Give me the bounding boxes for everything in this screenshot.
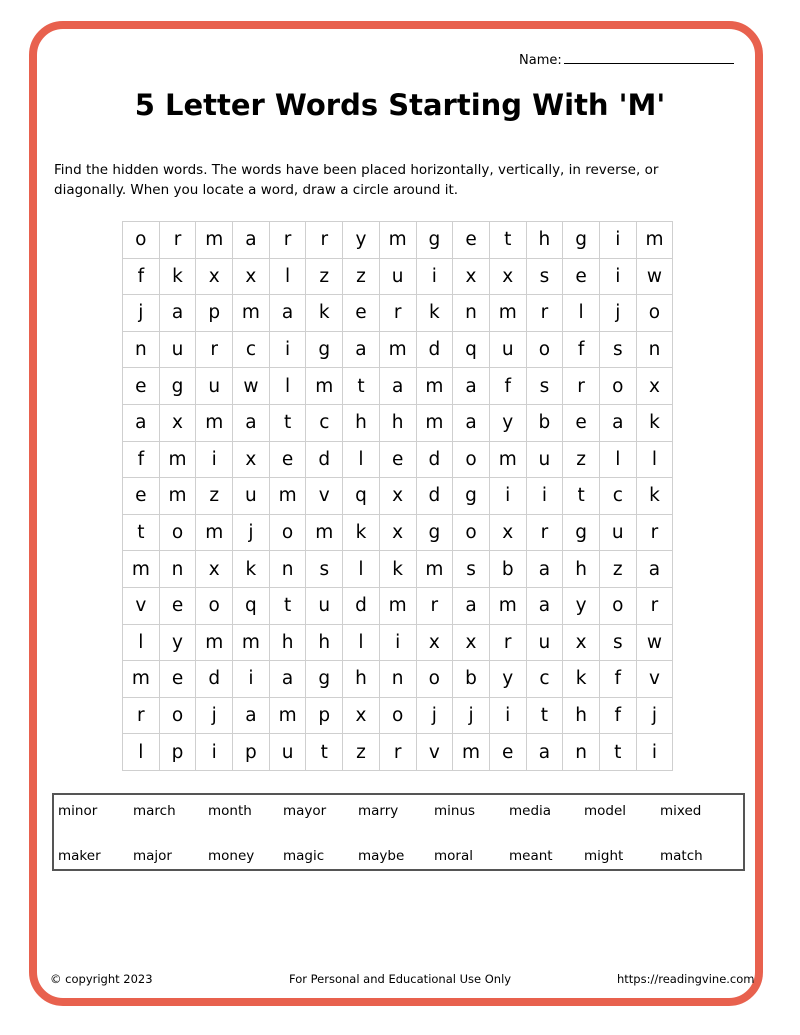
grid-cell: x bbox=[159, 404, 196, 441]
grid-row bbox=[123, 514, 673, 551]
grid-cell: e bbox=[379, 441, 416, 478]
grid-cell: a bbox=[636, 551, 673, 588]
grid-cell: f bbox=[489, 368, 526, 405]
grid-cell: u bbox=[306, 587, 343, 624]
grid-row bbox=[123, 441, 673, 478]
grid-cell: e bbox=[453, 222, 490, 259]
grid-cell: w bbox=[636, 624, 673, 661]
grid-cell: h bbox=[379, 404, 416, 441]
grid-cell: a bbox=[379, 368, 416, 405]
grid-cell: w bbox=[636, 258, 673, 295]
grid-cell: j bbox=[599, 295, 636, 332]
grid-cell: f bbox=[563, 331, 600, 368]
grid-cell: p bbox=[306, 697, 343, 734]
grid-cell: x bbox=[343, 697, 380, 734]
grid-cell: m bbox=[269, 697, 306, 734]
grid-cell: r bbox=[416, 587, 453, 624]
grid-cell: x bbox=[196, 258, 233, 295]
instructions: Find the hidden words. The words have been placed horizontally, vertically, in reverse, or diagonally. When you locate a word, draw a circle around it. bbox=[54, 162, 659, 198]
grid-cell: m bbox=[123, 551, 160, 588]
grid-cell: o bbox=[123, 222, 160, 259]
grid-cell: k bbox=[306, 295, 343, 332]
word-search-grid bbox=[122, 221, 673, 771]
grid-cell: i bbox=[636, 734, 673, 771]
grid-cell: q bbox=[453, 331, 490, 368]
grid-cell: y bbox=[563, 587, 600, 624]
grid-cell: c bbox=[306, 404, 343, 441]
grid-cell: d bbox=[416, 478, 453, 515]
grid-cell: m bbox=[636, 222, 673, 259]
grid-cell: o bbox=[636, 295, 673, 332]
grid-cell: v bbox=[123, 587, 160, 624]
grid-cell: j bbox=[453, 697, 490, 734]
grid-cell: c bbox=[599, 478, 636, 515]
grid-cell: g bbox=[416, 514, 453, 551]
grid-cell: i bbox=[489, 478, 526, 515]
grid-cell: o bbox=[453, 441, 490, 478]
grid-cell: t bbox=[343, 368, 380, 405]
name-field bbox=[519, 51, 734, 68]
grid-cell: p bbox=[196, 295, 233, 332]
grid-cell: n bbox=[563, 734, 600, 771]
grid-cell: k bbox=[563, 661, 600, 698]
grid-cell: a bbox=[453, 587, 490, 624]
word-list-item: maybe bbox=[358, 848, 405, 864]
grid-cell: j bbox=[196, 697, 233, 734]
grid-cell: t bbox=[489, 222, 526, 259]
grid-cell: j bbox=[123, 295, 160, 332]
grid-cell: z bbox=[343, 734, 380, 771]
grid-cell: l bbox=[599, 441, 636, 478]
footer-url: https://readingvine.com bbox=[617, 972, 755, 986]
grid-cell: x bbox=[563, 624, 600, 661]
grid-cell: a bbox=[453, 368, 490, 405]
grid-cell: e bbox=[159, 587, 196, 624]
grid-cell: u bbox=[233, 478, 270, 515]
grid-cell: x bbox=[489, 514, 526, 551]
grid-cell: m bbox=[123, 661, 160, 698]
grid-cell: a bbox=[123, 404, 160, 441]
grid-cell: m bbox=[159, 478, 196, 515]
grid-cell: y bbox=[159, 624, 196, 661]
grid-cell: h bbox=[526, 222, 563, 259]
word-list-item: marry bbox=[358, 803, 399, 819]
grid-cell: n bbox=[379, 661, 416, 698]
grid-cell: r bbox=[159, 222, 196, 259]
grid-cell: r bbox=[379, 734, 416, 771]
grid-cell: v bbox=[636, 661, 673, 698]
word-list-item: month bbox=[208, 803, 252, 819]
grid-cell: i bbox=[416, 258, 453, 295]
grid-cell: k bbox=[416, 295, 453, 332]
grid-cell: a bbox=[343, 331, 380, 368]
grid-cell: k bbox=[343, 514, 380, 551]
grid-cell: x bbox=[489, 258, 526, 295]
grid-cell: a bbox=[159, 295, 196, 332]
grid-cell: t bbox=[306, 734, 343, 771]
grid-cell: q bbox=[343, 478, 380, 515]
word-list-item: moral bbox=[434, 848, 473, 864]
grid-cell: u bbox=[526, 624, 563, 661]
grid-cell: m bbox=[379, 331, 416, 368]
grid-cell: m bbox=[159, 441, 196, 478]
grid-row bbox=[123, 258, 673, 295]
grid-cell: i bbox=[269, 331, 306, 368]
grid-cell: y bbox=[489, 661, 526, 698]
grid-cell: u bbox=[526, 441, 563, 478]
grid-cell: n bbox=[636, 331, 673, 368]
word-list-item: magic bbox=[283, 848, 325, 864]
grid-cell: m bbox=[306, 368, 343, 405]
name-blank-line bbox=[564, 51, 734, 64]
grid-cell: i bbox=[599, 258, 636, 295]
grid-cell: d bbox=[416, 331, 453, 368]
grid-cell: o bbox=[159, 697, 196, 734]
grid-cell: k bbox=[233, 551, 270, 588]
word-list-item: might bbox=[584, 848, 624, 864]
grid-cell: n bbox=[453, 295, 490, 332]
grid-cell: k bbox=[379, 551, 416, 588]
grid-cell: u bbox=[379, 258, 416, 295]
grid-cell: d bbox=[343, 587, 380, 624]
grid-cell: x bbox=[233, 258, 270, 295]
grid-cell: z bbox=[599, 551, 636, 588]
grid-cell: o bbox=[269, 514, 306, 551]
grid-cell: c bbox=[233, 331, 270, 368]
grid-cell: f bbox=[123, 441, 160, 478]
grid-cell: y bbox=[343, 222, 380, 259]
grid-cell: l bbox=[123, 624, 160, 661]
grid-cell: x bbox=[379, 514, 416, 551]
grid-cell: s bbox=[526, 258, 563, 295]
grid-cell: m bbox=[489, 441, 526, 478]
grid-cell: s bbox=[599, 331, 636, 368]
grid-cell: m bbox=[379, 222, 416, 259]
grid-cell: g bbox=[563, 222, 600, 259]
grid-cell: h bbox=[563, 697, 600, 734]
name-label: Name: bbox=[519, 53, 562, 68]
grid-cell: r bbox=[379, 295, 416, 332]
grid-cell: t bbox=[563, 478, 600, 515]
grid-cell: m bbox=[489, 587, 526, 624]
grid-cell: x bbox=[233, 441, 270, 478]
grid-cell: h bbox=[343, 661, 380, 698]
grid-cell: u bbox=[159, 331, 196, 368]
grid-cell: q bbox=[233, 587, 270, 624]
grid-cell: g bbox=[416, 222, 453, 259]
grid-cell: r bbox=[526, 295, 563, 332]
grid-cell: u bbox=[196, 368, 233, 405]
grid-cell: x bbox=[196, 551, 233, 588]
grid-cell: i bbox=[599, 222, 636, 259]
grid-cell: z bbox=[343, 258, 380, 295]
grid-cell: b bbox=[453, 661, 490, 698]
grid-cell: n bbox=[269, 551, 306, 588]
word-list-item: mayor bbox=[283, 803, 327, 819]
grid-cell: o bbox=[599, 587, 636, 624]
grid-cell: a bbox=[526, 587, 563, 624]
grid-cell: l bbox=[269, 258, 306, 295]
page-title: 5 Letter Words Starting With 'M' bbox=[134, 88, 666, 122]
grid-row bbox=[123, 295, 673, 332]
grid-row bbox=[123, 404, 673, 441]
grid-cell: g bbox=[306, 661, 343, 698]
grid-cell: m bbox=[453, 734, 490, 771]
grid-cell: o bbox=[599, 368, 636, 405]
word-list-item: minor bbox=[58, 803, 98, 819]
grid-cell: l bbox=[343, 551, 380, 588]
grid-cell: e bbox=[563, 258, 600, 295]
grid-row bbox=[123, 587, 673, 624]
grid-cell: d bbox=[306, 441, 343, 478]
grid-cell: z bbox=[196, 478, 233, 515]
word-list-item: march bbox=[133, 803, 176, 819]
grid-cell: g bbox=[306, 331, 343, 368]
grid-cell: l bbox=[343, 624, 380, 661]
word-list-item: match bbox=[660, 848, 703, 864]
grid-cell: r bbox=[636, 587, 673, 624]
grid-cell: a bbox=[269, 661, 306, 698]
grid-cell: r bbox=[123, 697, 160, 734]
grid-cell: b bbox=[489, 551, 526, 588]
grid-cell: i bbox=[526, 478, 563, 515]
grid-cell: v bbox=[416, 734, 453, 771]
grid-cell: l bbox=[636, 441, 673, 478]
grid-cell: f bbox=[599, 661, 636, 698]
grid-cell: i bbox=[196, 441, 233, 478]
grid-cell: h bbox=[343, 404, 380, 441]
grid-cell: j bbox=[416, 697, 453, 734]
grid-cell: r bbox=[269, 222, 306, 259]
word-list-item: major bbox=[133, 848, 172, 864]
grid-cell: g bbox=[453, 478, 490, 515]
grid-cell: t bbox=[269, 404, 306, 441]
grid-cell: e bbox=[159, 661, 196, 698]
grid-cell: u bbox=[489, 331, 526, 368]
grid-cell: e bbox=[123, 478, 160, 515]
word-list-item: minus bbox=[434, 803, 476, 819]
grid-cell: s bbox=[526, 368, 563, 405]
grid-cell: r bbox=[636, 514, 673, 551]
footer-copyright: © copyright 2023 bbox=[50, 972, 153, 986]
grid-cell: o bbox=[526, 331, 563, 368]
grid-cell: d bbox=[196, 661, 233, 698]
grid-cell: m bbox=[306, 514, 343, 551]
grid-cell: u bbox=[269, 734, 306, 771]
grid-cell: x bbox=[453, 624, 490, 661]
grid-cell: e bbox=[563, 404, 600, 441]
grid-cell: r bbox=[526, 514, 563, 551]
grid-cell: o bbox=[379, 697, 416, 734]
grid-cell: t bbox=[123, 514, 160, 551]
grid-cell: c bbox=[526, 661, 563, 698]
grid-cell: m bbox=[196, 514, 233, 551]
grid-cell: x bbox=[453, 258, 490, 295]
grid-cell: m bbox=[379, 587, 416, 624]
grid-cell: g bbox=[563, 514, 600, 551]
grid-cell: s bbox=[599, 624, 636, 661]
grid-cell: l bbox=[563, 295, 600, 332]
grid-cell: w bbox=[233, 368, 270, 405]
word-list-item: money bbox=[208, 848, 255, 864]
grid-cell: k bbox=[636, 404, 673, 441]
grid-cell: f bbox=[599, 697, 636, 734]
grid-cell: x bbox=[416, 624, 453, 661]
grid-row bbox=[123, 222, 673, 259]
grid-cell: m bbox=[196, 222, 233, 259]
grid-cell: o bbox=[196, 587, 233, 624]
grid-cell: i bbox=[379, 624, 416, 661]
grid-row bbox=[123, 697, 673, 734]
grid-cell: z bbox=[306, 258, 343, 295]
grid-cell: b bbox=[526, 404, 563, 441]
grid-cell: m bbox=[233, 295, 270, 332]
grid-cell: r bbox=[563, 368, 600, 405]
grid-cell: p bbox=[159, 734, 196, 771]
grid-cell: h bbox=[563, 551, 600, 588]
grid-cell: s bbox=[306, 551, 343, 588]
grid-cell: n bbox=[123, 331, 160, 368]
grid-cell: x bbox=[379, 478, 416, 515]
word-list-item: model bbox=[584, 803, 627, 819]
grid-cell: m bbox=[196, 404, 233, 441]
grid-cell: g bbox=[159, 368, 196, 405]
grid-cell: h bbox=[269, 624, 306, 661]
grid-cell: a bbox=[453, 404, 490, 441]
grid-cell: a bbox=[233, 697, 270, 734]
grid-row bbox=[123, 734, 673, 771]
grid-cell: a bbox=[269, 295, 306, 332]
grid-cell: m bbox=[233, 624, 270, 661]
grid-row bbox=[123, 661, 673, 698]
grid-cell: m bbox=[196, 624, 233, 661]
grid-cell: x bbox=[636, 368, 673, 405]
grid-cell: e bbox=[489, 734, 526, 771]
grid-cell: i bbox=[489, 697, 526, 734]
grid-row bbox=[123, 478, 673, 515]
grid-cell: j bbox=[636, 697, 673, 734]
grid-cell: k bbox=[159, 258, 196, 295]
word-list-item: mixed bbox=[660, 803, 702, 819]
grid-cell: e bbox=[269, 441, 306, 478]
grid-cell: o bbox=[453, 514, 490, 551]
grid-cell: m bbox=[489, 295, 526, 332]
grid-cell: i bbox=[196, 734, 233, 771]
grid-cell: r bbox=[196, 331, 233, 368]
grid-row bbox=[123, 551, 673, 588]
word-list-item: maker bbox=[58, 848, 101, 864]
grid-cell: e bbox=[343, 295, 380, 332]
grid-cell: l bbox=[269, 368, 306, 405]
grid-cell: e bbox=[123, 368, 160, 405]
grid-cell: f bbox=[123, 258, 160, 295]
word-list-item: meant bbox=[509, 848, 553, 864]
grid-cell: a bbox=[599, 404, 636, 441]
word-list-box bbox=[52, 793, 745, 871]
grid-cell: k bbox=[636, 478, 673, 515]
grid-cell: u bbox=[599, 514, 636, 551]
grid-cell: r bbox=[489, 624, 526, 661]
word-list-item: media bbox=[509, 803, 552, 819]
grid-cell: i bbox=[233, 661, 270, 698]
grid-cell: a bbox=[233, 222, 270, 259]
grid-cell: a bbox=[233, 404, 270, 441]
grid-cell: t bbox=[526, 697, 563, 734]
grid-cell: p bbox=[233, 734, 270, 771]
grid-cell: s bbox=[453, 551, 490, 588]
grid-cell: m bbox=[416, 368, 453, 405]
grid-cell: t bbox=[269, 587, 306, 624]
grid-row bbox=[123, 624, 673, 661]
grid-cell: a bbox=[526, 551, 563, 588]
grid-row bbox=[123, 368, 673, 405]
grid-cell: r bbox=[306, 222, 343, 259]
grid-cell: t bbox=[599, 734, 636, 771]
grid-cell: l bbox=[343, 441, 380, 478]
grid-cell: l bbox=[123, 734, 160, 771]
grid-cell: n bbox=[159, 551, 196, 588]
grid-cell: y bbox=[489, 404, 526, 441]
grid-row bbox=[123, 331, 673, 368]
grid-cell: a bbox=[526, 734, 563, 771]
grid-cell: m bbox=[416, 404, 453, 441]
footer-usage: For Personal and Educational Use Only bbox=[289, 972, 512, 986]
grid-cell: j bbox=[233, 514, 270, 551]
grid-cell: v bbox=[306, 478, 343, 515]
grid-cell: o bbox=[416, 661, 453, 698]
grid-cell: d bbox=[416, 441, 453, 478]
grid-cell: m bbox=[269, 478, 306, 515]
grid-cell: o bbox=[159, 514, 196, 551]
grid-cell: h bbox=[306, 624, 343, 661]
grid-cell: m bbox=[416, 551, 453, 588]
grid-cell: z bbox=[563, 441, 600, 478]
